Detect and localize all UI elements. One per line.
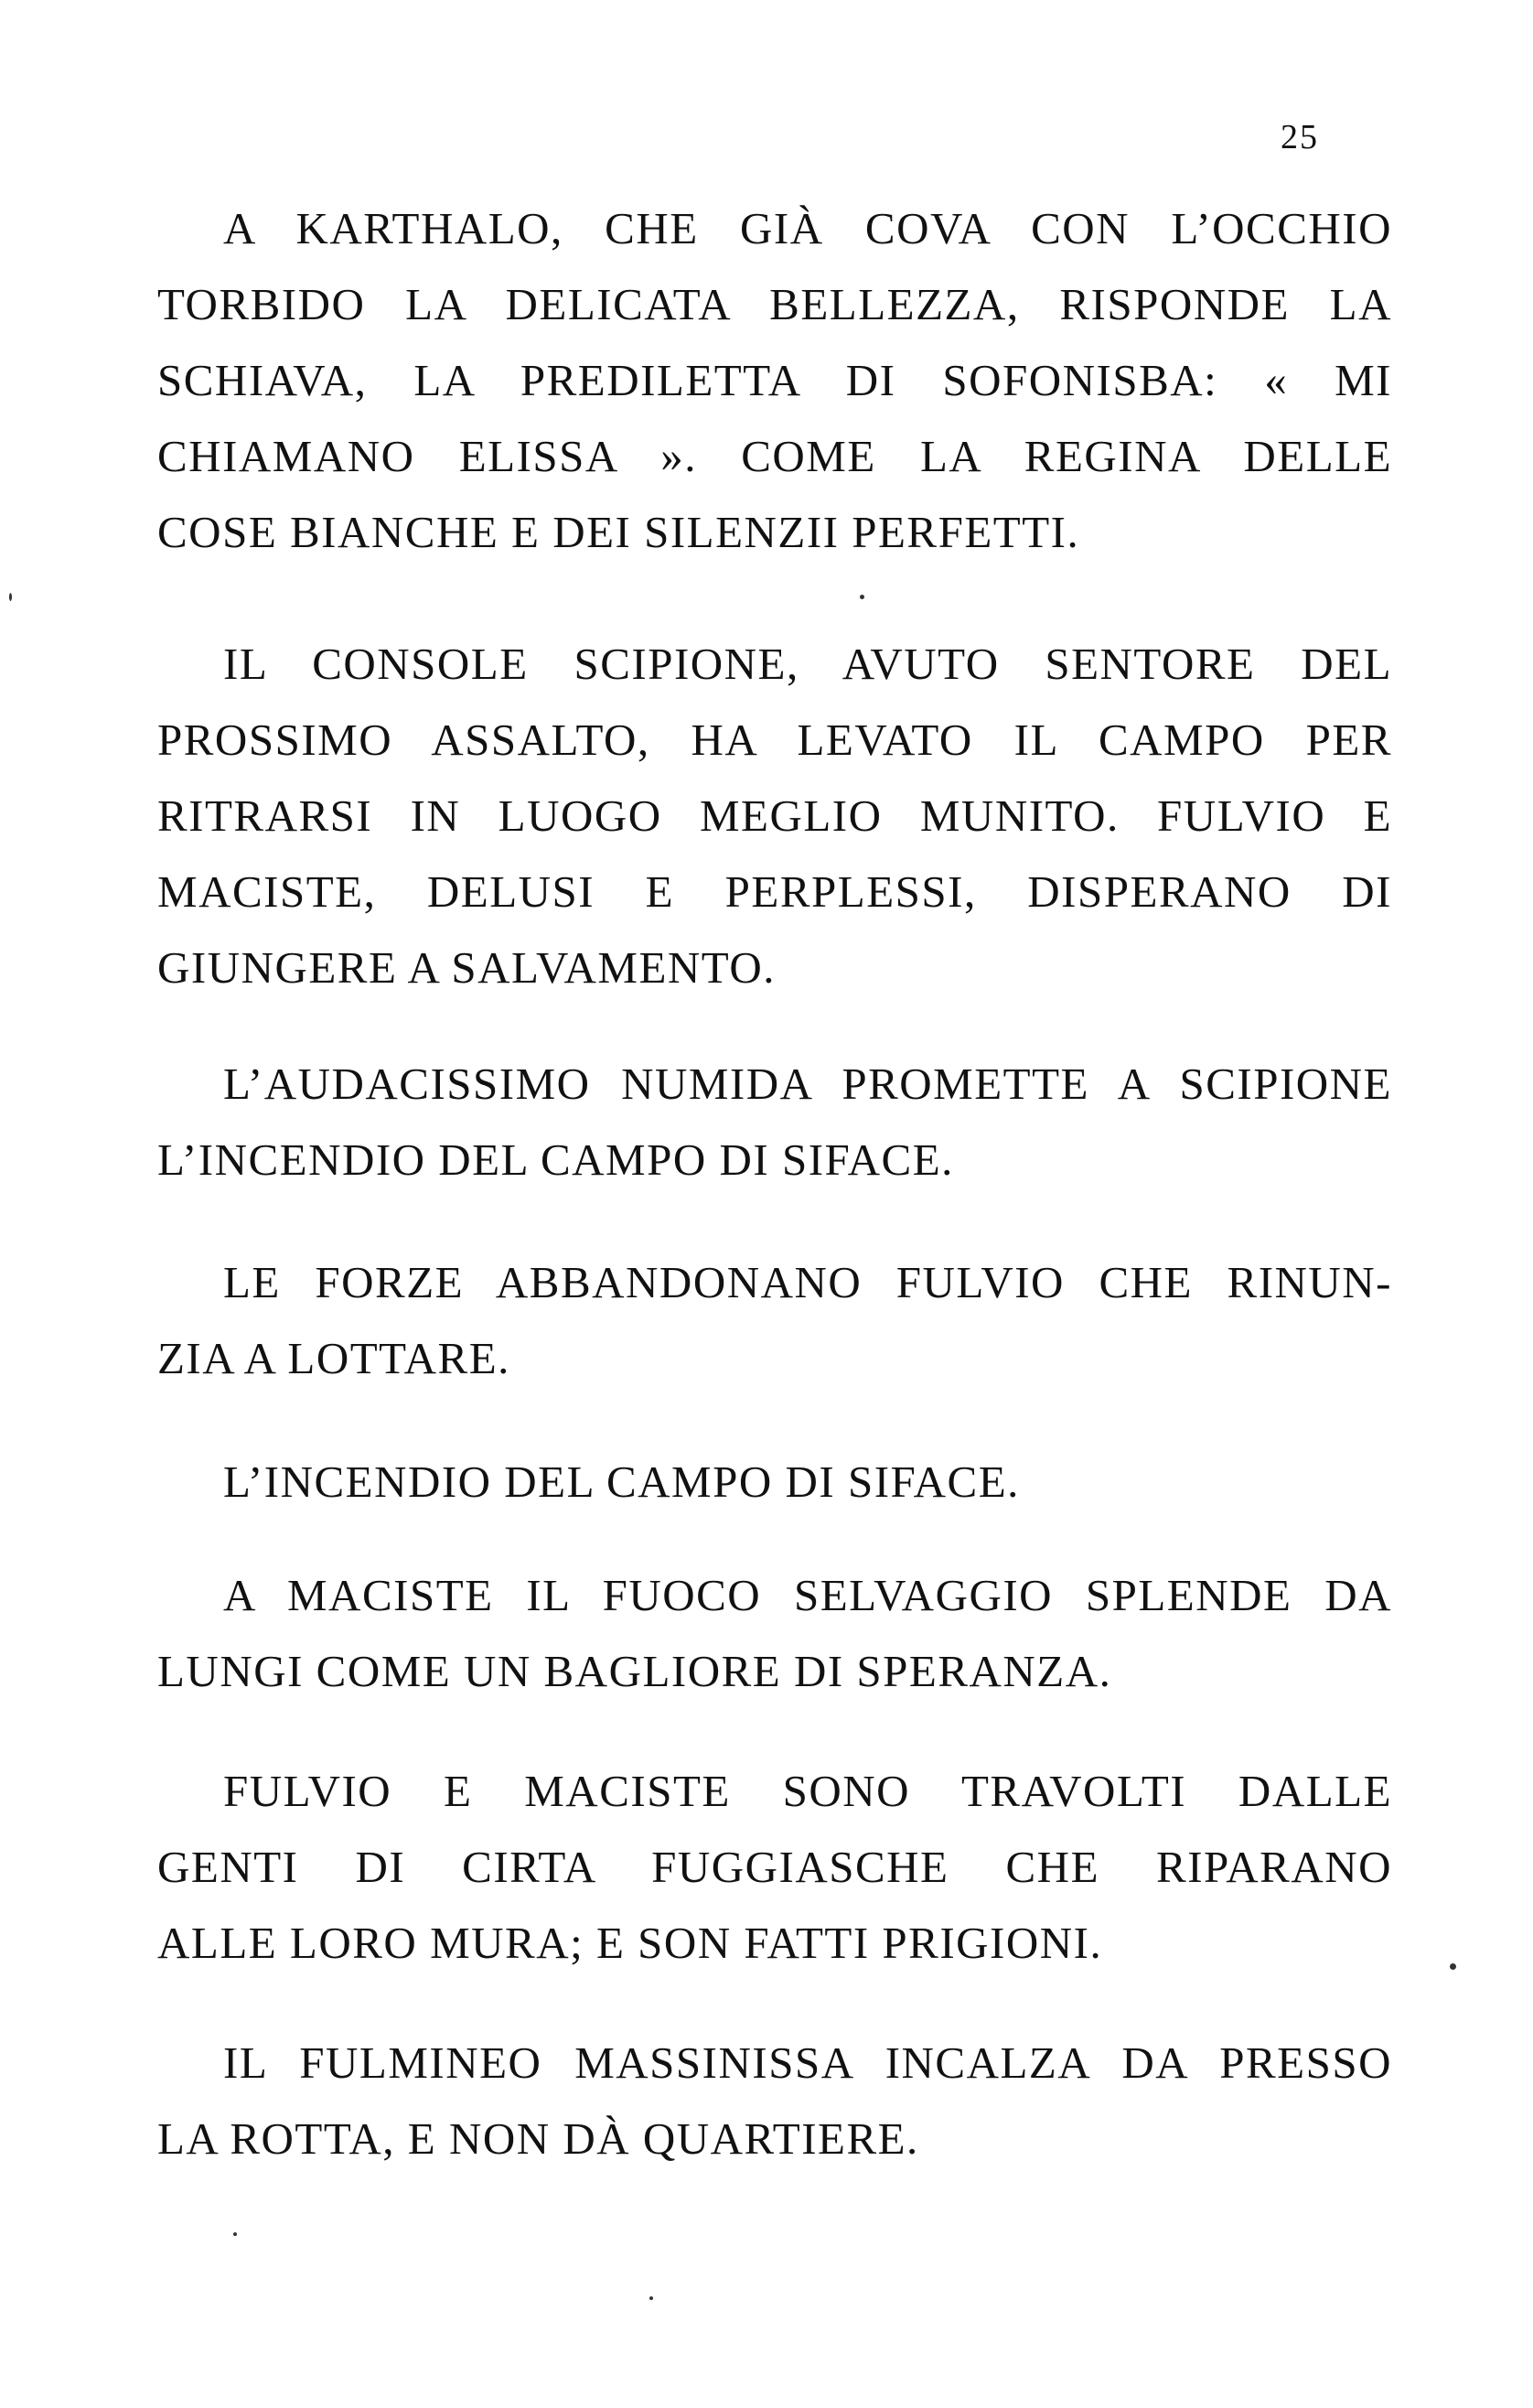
text-line: A KARTHALO, CHE GIÀ COVA CON L’OCCHIO [223, 203, 1392, 253]
text-line: ALLE LORO MURA; E SON FATTI PRIGIONI. [157, 1918, 1103, 1968]
text-line: MACISTE, DELUSI E PERPLESSI, DISPERANO DI [157, 866, 1392, 917]
text-line: PROSSIMO ASSALTO, HA LEVATO IL CAMPO PER [157, 715, 1392, 765]
text-line: IL CONSOLE SCIPIONE, AVUTO SENTORE DEL [223, 639, 1392, 689]
text-line: LUNGI COME UN BAGLIORE DI SPERANZA. [157, 1646, 1112, 1696]
text-line: LE FORZE ABBANDONANO FULVIO CHE RINUN- [223, 1257, 1392, 1307]
text-line: GIUNGERE A SALVAMENTO. [157, 942, 776, 993]
text-line: ZIA A LOTTARE. [157, 1333, 510, 1383]
text-line: IL FULMINEO MASSINISSA INCALZA DA PRESSO [223, 2037, 1392, 2088]
scan-speck [860, 595, 864, 599]
scan-speck [233, 2232, 237, 2236]
text-line: RITRARSI IN LUOGO MEGLIO MUNITO. FULVIO E [157, 790, 1392, 841]
paragraph-travolti [157, 1753, 1392, 1981]
scan-speck [1450, 1963, 1456, 1970]
paragraph-karthalo [157, 190, 1392, 570]
text-line: A MACISTE IL FUOCO SELVAGGIO SPLENDE DA [223, 1570, 1392, 1620]
paragraph-forze [157, 1244, 1392, 1396]
text-line: FULVIO E MACISTE SONO TRAVOLTI DALLE [223, 1766, 1392, 1816]
text-line: L’INCENDIO DEL CAMPO DI SIFACE. [157, 1134, 954, 1185]
text-line: SCHIAVA, LA PREDILETTA DI SOFONISBA: « MI [157, 355, 1392, 405]
paragraph-massinissa [157, 2025, 1392, 2177]
scan-speck [649, 2296, 653, 2300]
page-number: 25 [1281, 118, 1319, 156]
text-line: L’AUDACISSIMO NUMIDA PROMETTE A SCIPIONE [223, 1059, 1392, 1109]
text-line: L’INCENDIO DEL CAMPO DI SIFACE. [223, 1457, 1020, 1507]
text-line: CHIAMANO ELISSA ». COME LA REGINA DELLE [157, 431, 1392, 481]
text-line: GENTI DI CIRTA FUGGIASCHE CHE RIPARANO [157, 1842, 1392, 1892]
paragraph-maciste [157, 1557, 1392, 1709]
text-line: COSE BIANCHE E DEI SILENZII PERFETTI. [157, 507, 1080, 557]
text-line: TORBIDO LA DELICATA BELLEZZA, RISPONDE LA [157, 279, 1392, 329]
paragraph-numida [157, 1046, 1392, 1198]
paragraph-incendio [157, 1444, 1392, 1520]
text-line: LA ROTTA, E NON DÀ QUARTIERE. [157, 2113, 919, 2164]
paragraph-scipione [157, 626, 1392, 1005]
scan-speck [9, 593, 12, 601]
